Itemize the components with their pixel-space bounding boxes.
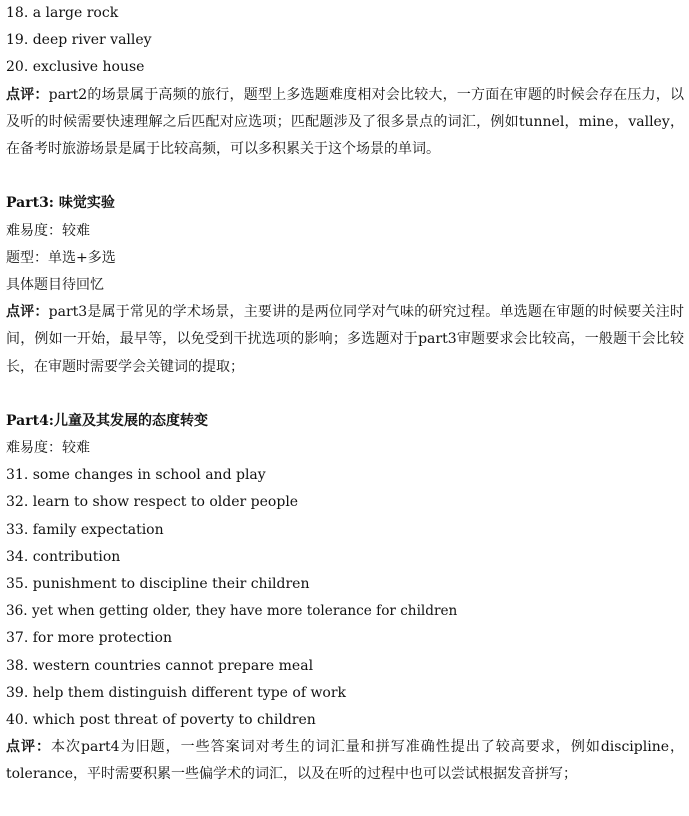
answer-item-38: 38. western countries cannot prepare meal [6, 657, 314, 674]
part3-note: 具体题目待回忆 [6, 276, 104, 293]
comment-label: 点评： [6, 739, 52, 756]
part3-difficulty: 难易度：较难 [6, 222, 90, 239]
spacer [6, 163, 684, 190]
part3-question-type: 题型：单选+多选 [6, 249, 116, 266]
part4-comment-text: 本次part4为旧题，一些答案词对考生的词汇量和拼写准确性提出了较高要求，例如discipline，tolerance，平时需要积累一些偏学术的词汇，以及在听的过程中也可以尝试根据发音拼写； [6, 739, 684, 783]
answer-item-32: 32. learn to show respect to older people [6, 494, 299, 511]
answer-item-34: 34. contribution [6, 548, 121, 565]
answer-item-20: 20. exclusive house [6, 59, 145, 76]
comment-label: 点评： [6, 86, 49, 103]
answer-item-39: 39. help them distinguish different type of work [6, 684, 347, 701]
article-body [6, 0, 684, 789]
answer-item-33: 33. family expectation [6, 521, 164, 538]
part3-title: Part3: 味觉实验 [6, 195, 115, 212]
part3-comment-text: part3是属于常见的学术场景，主要讲的是两位同学对气味的研究过程。单选题在审题的时候要关注时间，例如一开始，最早等，以免受到干扰选项的影响；多选题对于part3审题要求会比较高，一般题干会比较长，在审题时需要学会关键词的提取； [6, 304, 684, 375]
answer-item-37: 37. for more protection [6, 630, 172, 647]
answer-item-19: 19. deep river valley [6, 32, 152, 49]
part3-comment [6, 299, 684, 381]
spacer [6, 381, 684, 408]
answer-item-36: 36. yet when getting older, they have more tolerance for children [6, 603, 458, 620]
part4-comment [6, 734, 684, 788]
answer-item-35: 35. punishment to discipline their children [6, 576, 310, 593]
part4-difficulty: 难易度：较难 [6, 440, 90, 457]
answer-item-31: 31. some changes in school and play [6, 467, 266, 484]
answer-item-18: 18. a large rock [6, 5, 119, 21]
answer-item-40: 40. which post threat of poverty to children [6, 711, 316, 728]
part4-title: Part4:儿童及其发展的态度转变 [6, 412, 208, 429]
part2-comment-text: part2的场景属于高频的旅行，题型上多选题难度相对会比较大，一方面在审题的时候会存在压力，以及听的时候需要快速理解之后匹配对应选项；匹配题涉及了很多景点的词汇，例如tunnel，mine，valley，在备考时旅游场景是属于比较高频，可以多积累关于这个场景的单词。 [6, 86, 684, 157]
part2-comment [6, 82, 684, 164]
comment-label: 点评： [6, 304, 49, 321]
